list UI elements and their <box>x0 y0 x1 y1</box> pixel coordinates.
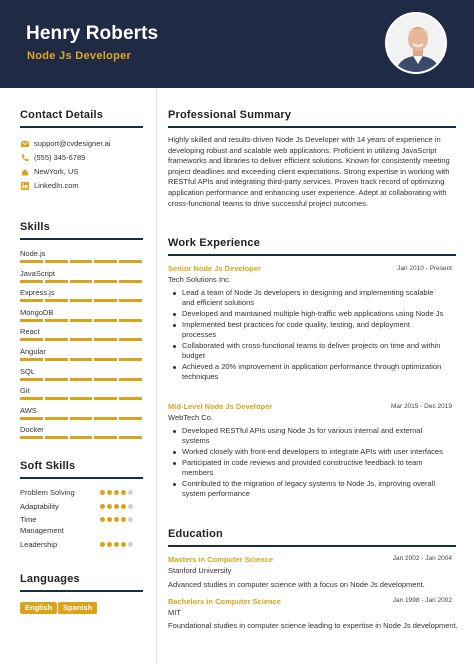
skill-level-segment <box>94 299 117 302</box>
rating-dot-filled <box>107 517 112 522</box>
skill-level-segment <box>119 378 142 381</box>
skill-level-bar <box>20 338 142 341</box>
rating-dot-filled <box>121 504 126 509</box>
linkedin-icon <box>20 181 29 190</box>
job-company: WebTech Co. <box>168 413 213 422</box>
skill-item <box>20 386 142 400</box>
phone-icon <box>20 153 29 162</box>
edu-degree: Bachelors in Computer Science <box>168 597 281 606</box>
rating-dot-filled <box>121 490 126 495</box>
skill-item <box>20 249 142 263</box>
skill-level-segment <box>20 299 43 302</box>
skill-level-segment <box>45 397 68 400</box>
skill-level-segment <box>45 338 68 341</box>
summary-section-title: Professional Summary <box>168 109 292 121</box>
experience-section-title: Work Experience <box>168 237 261 249</box>
edu-school: Stanford University <box>168 566 232 575</box>
contact-linkedin[interactable] <box>20 181 79 190</box>
job-bullet: Worked closely with front-end developers to integrate APIs with user interfaces <box>171 447 446 457</box>
skill-label: Express.js <box>20 288 55 298</box>
soft-skill-rating <box>100 517 133 522</box>
skill-level-segment <box>45 436 68 439</box>
skill-level-segment <box>20 378 43 381</box>
job-bullet: Contributed to the migration of legacy systems to Node Js, improving overall system performance <box>171 479 446 499</box>
soft-skill-rating <box>100 490 133 495</box>
summary-section-rule <box>168 126 456 128</box>
summary-text: Highly skilled and results-driven Node Js Developer with 14 years of experience in developing robust and scalable web applications. Proficient in utilizing JavaScript frameworks and libraries to deliver efficient solutions. Known for consistently meeting project deadlines and exceeding client expectations. Strong expertise in working with RESTful APIs and integrating third-party services. Proven track record of optimizing application performance and enhancing user experience. Adept at collaborating with cross-functional teams to drive successful project outcomes. <box>168 135 450 208</box>
skill-level-segment <box>94 358 117 361</box>
job-bullet: Achieved a 20% improvement in application performance through optimization techniques <box>171 362 446 382</box>
edu-date: Jan 2002 - Jan 2004 <box>392 555 452 562</box>
skill-label: AWS <box>20 405 37 415</box>
job-title: Senior Node Js Developer <box>168 264 261 273</box>
skill-label: JavaScript <box>20 268 56 278</box>
skill-level-segment <box>70 338 93 341</box>
language-badge: English <box>20 602 57 614</box>
profile-photo <box>385 12 447 74</box>
skill-level-segment <box>94 319 117 322</box>
job-bullet: Collaborated with cross-functional teams to deliver projects on time and within budget <box>171 341 446 361</box>
skill-level-segment <box>119 280 142 283</box>
soft-skill-rating <box>100 542 133 547</box>
job-company: Tech Solutions Inc. <box>168 275 231 284</box>
location-icon <box>20 167 29 176</box>
skill-level-segment <box>119 417 142 420</box>
skill-item <box>20 425 142 439</box>
soft-skill-item <box>20 502 145 511</box>
job-bullet: Developed RESTful APIs using Node Js for various internal and external systems <box>171 426 446 446</box>
skill-level-segment <box>119 338 142 341</box>
rating-dot-filled <box>100 504 105 509</box>
contact-linkedin-text: LinkedIn.com <box>34 181 79 190</box>
rating-dot-empty <box>128 504 133 509</box>
skill-item <box>20 269 142 283</box>
skill-level-segment <box>20 358 43 361</box>
job-bullet: Lead a team of Node Js developers in designing and implementing scalable and efficient solutions <box>171 288 446 308</box>
skill-level-segment <box>119 436 142 439</box>
job-bullet: Developed and maintained multiple high-traffic web applications using Node Js <box>171 309 446 319</box>
skill-level-segment <box>94 280 117 283</box>
rating-dot-filled <box>100 517 105 522</box>
languages-section-rule <box>20 590 143 592</box>
contact-phone-text: (555) 345-6789 <box>34 153 86 162</box>
skill-level-segment <box>45 378 68 381</box>
skill-level-bar <box>20 417 142 420</box>
skill-item <box>20 327 142 341</box>
job-date: Mar 2015 - Dec 2019 <box>390 403 452 410</box>
skill-level-segment <box>20 417 43 420</box>
skills-section-title: Skills <box>20 221 50 233</box>
skill-label: MongoDB <box>20 307 54 317</box>
edu-date: Jan 1998 - Jan 2002 <box>392 597 452 604</box>
rating-dot-filled <box>107 490 112 495</box>
skill-level-segment <box>70 436 93 439</box>
skill-level-segment <box>119 397 142 400</box>
languages-section-title: Languages <box>20 573 80 585</box>
skill-level-segment <box>119 319 142 322</box>
contact-section-title: Contact Details <box>20 109 104 121</box>
edu-degree: Masters in Computer Science <box>168 555 274 564</box>
email-icon <box>20 139 29 148</box>
skill-level-segment <box>119 299 142 302</box>
skill-level-segment <box>45 280 68 283</box>
skill-level-segment <box>119 358 142 361</box>
skill-level-segment <box>20 260 43 263</box>
language-badge: Spanish <box>58 602 97 614</box>
skill-level-segment <box>20 280 43 283</box>
job-bullet: Implemented best practices for code quality, testing, and deployment processes <box>171 320 446 340</box>
soft-skill-label: Leadership <box>20 540 58 549</box>
skill-level-segment <box>20 397 43 400</box>
skill-label: React <box>20 327 40 337</box>
soft-skills-section-rule <box>20 477 143 479</box>
soft-skill-label: Problem Solving <box>20 488 75 497</box>
edu-description: Advanced studies in computer science with a focus on Node Js development. <box>168 580 425 589</box>
rating-dot-filled <box>114 542 119 547</box>
edu-description: Foundational studies in computer science leading to expertise in Node Js development. <box>168 621 458 630</box>
skill-level-segment <box>70 358 93 361</box>
skill-item <box>20 406 142 420</box>
contact-phone[interactable] <box>20 153 85 162</box>
skill-level-segment <box>20 338 43 341</box>
skill-level-segment <box>70 280 93 283</box>
skill-level-segment <box>70 417 93 420</box>
skill-level-bar <box>20 397 142 400</box>
rating-dot-filled <box>114 517 119 522</box>
skill-level-segment <box>45 417 68 420</box>
skill-level-bar <box>20 260 142 263</box>
skill-level-segment <box>45 358 68 361</box>
skill-level-bar <box>20 436 142 439</box>
skill-level-segment <box>45 319 68 322</box>
column-divider <box>156 88 157 665</box>
skill-level-segment <box>45 299 68 302</box>
contact-section-rule <box>20 126 143 128</box>
skill-item <box>20 308 142 322</box>
education-section-rule <box>168 545 456 547</box>
rating-dot-filled <box>107 542 112 547</box>
skill-level-segment <box>45 260 68 263</box>
skill-level-segment <box>20 436 43 439</box>
rating-dot-empty <box>128 542 133 547</box>
skill-level-bar <box>20 280 142 283</box>
skill-label: Git <box>20 386 30 396</box>
resume-header <box>0 0 474 88</box>
soft-skill-rating <box>100 504 133 509</box>
contact-location <box>20 167 78 176</box>
skill-level-segment <box>94 260 117 263</box>
rating-dot-filled <box>100 490 105 495</box>
skill-label: Docker <box>20 425 44 435</box>
skill-level-segment <box>70 260 93 263</box>
experience-section-rule <box>168 254 456 256</box>
skill-level-segment <box>94 338 117 341</box>
soft-skill-item <box>20 488 145 497</box>
skill-level-segment <box>70 299 93 302</box>
contact-email-text: support@cvdesigner.ai <box>34 139 111 148</box>
rating-dot-filled <box>107 504 112 509</box>
rating-dot-filled <box>121 542 126 547</box>
soft-skill-label: Adaptability <box>20 502 59 511</box>
candidate-name: Henry Roberts <box>26 23 159 44</box>
skill-label: SQL <box>20 366 36 376</box>
job-bullets <box>171 288 446 383</box>
skill-label: Angular <box>20 347 46 356</box>
skills-section-rule <box>20 238 143 240</box>
job-title: Mid-Level Node Js Developer <box>168 402 273 411</box>
contact-location-text: NewYork, US <box>34 167 79 176</box>
candidate-role: Node Js Developer <box>27 50 132 62</box>
rating-dot-filled <box>114 490 119 495</box>
skill-item <box>20 347 142 361</box>
rating-dot-empty <box>128 490 133 495</box>
job-bullet: Participated in code reviews and provided constructive feedback to team members <box>171 458 446 478</box>
skill-level-segment <box>119 260 142 263</box>
contact-email[interactable] <box>20 139 110 148</box>
skill-level-bar <box>20 299 142 302</box>
soft-skill-label: Time Management <box>20 515 64 535</box>
skill-label: Node.js <box>20 249 46 258</box>
skill-level-segment <box>94 378 117 381</box>
skill-level-bar <box>20 378 142 381</box>
rating-dot-filled <box>114 504 119 509</box>
skill-level-segment <box>70 378 93 381</box>
skill-level-segment <box>20 319 43 322</box>
skill-level-segment <box>94 397 117 400</box>
skill-level-segment <box>94 417 117 420</box>
soft-skills-section-title: Soft Skills <box>20 460 76 472</box>
skill-level-segment <box>70 319 93 322</box>
skill-level-bar <box>20 319 142 322</box>
job-bullets <box>171 426 446 500</box>
rating-dot-empty <box>128 517 133 522</box>
soft-skill-item <box>20 515 80 536</box>
rating-dot-filled <box>121 517 126 522</box>
education-section-title: Education <box>168 528 223 540</box>
rating-dot-filled <box>100 542 105 547</box>
skill-item <box>20 288 142 302</box>
skill-item <box>20 367 142 381</box>
soft-skill-item <box>20 540 145 549</box>
skill-level-bar <box>20 358 142 361</box>
edu-school: MIT <box>168 608 181 617</box>
skill-level-segment <box>70 397 93 400</box>
job-date: Jan 2010 - Present <box>397 265 452 272</box>
skill-level-segment <box>94 436 117 439</box>
